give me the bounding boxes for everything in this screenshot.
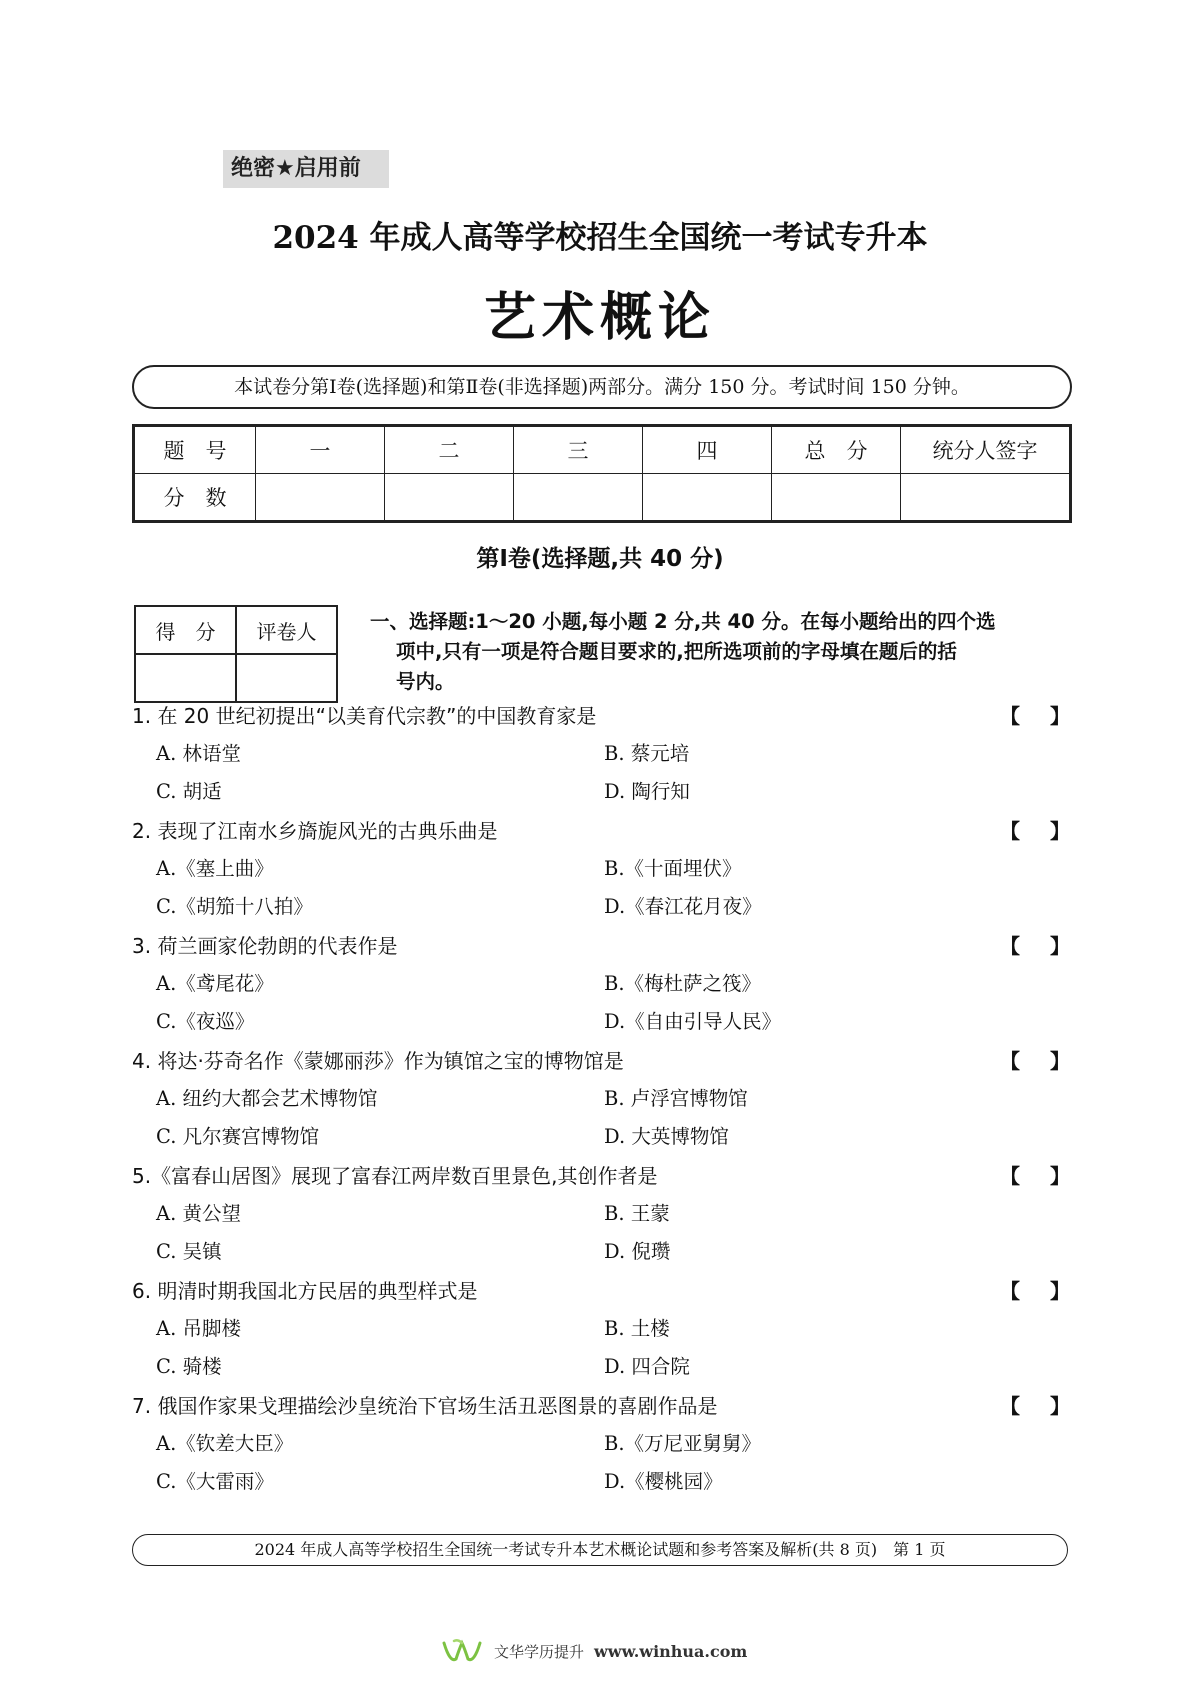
section-instructions [370,607,1070,697]
grader-cell [236,654,337,702]
question-stem: 5.《富春山居图》展现了富春江两岸数百里景色,其创作者是 [132,1164,658,1188]
bracket-left: 【 [1000,1279,1020,1303]
exam-title: 2024 年成人高等学校招生全国统一考试专升本 [272,220,928,256]
column-header: 一 [256,426,385,474]
option-c: C. 骑楼 [156,1355,222,1378]
score-table [132,424,1072,523]
instructions-line: 项中,只有一项是符合题目要求的,把所选项前的字母填在题后的括 [396,640,957,663]
watermark-url: www.winhua.com [594,1641,748,1661]
score-table-score-row [134,474,1071,522]
bracket-right: 】 [1050,934,1070,958]
bracket-left: 【 [1000,1394,1020,1418]
option-a: A.《钦差大臣》 [156,1432,294,1455]
option-c: C. 胡适 [156,780,222,803]
bracket-right: 】 [1050,1394,1070,1418]
score-cell [901,474,1071,522]
answer-bracket[interactable] [1000,1392,1070,1420]
bracket-left: 【 [1000,1049,1020,1073]
question-stem: 1. 在 20 世纪初提出“以美育代宗教”的中国教育家是 [132,704,597,728]
leaf-logo-icon [440,1637,484,1665]
column-header: 总 分 [772,426,901,474]
bracket-left: 【 [1000,1164,1020,1188]
grader-cell [135,654,236,702]
bracket-right: 】 [1050,704,1070,728]
option-a: A.《塞上曲》 [156,857,274,880]
instructions-line: 一、选择题:1～20 小题,每小题 2 分,共 40 分。在每小题给出的四个选 [370,610,996,633]
bracket-right: 】 [1050,1279,1070,1303]
option-a: A. 吊脚楼 [156,1317,241,1340]
part-title: 第Ⅰ卷(选择题,共 40 分) [476,546,724,572]
exam-note: 本试卷分第Ⅰ卷(选择题)和第Ⅱ卷(非选择题)两部分。满分 150 分。考试时间 150 分钟。 [132,365,1072,409]
bracket-left: 【 [1000,704,1020,728]
answer-bracket[interactable] [1000,1047,1070,1075]
question-stem: 7. 俄国作家果戈理描绘沙皇统治下官场生活丑恶图景的喜剧作品是 [132,1394,718,1418]
score-table-header-row [134,426,1071,474]
option-a: A. 黄公望 [156,1202,241,1225]
option-b: B. 王蒙 [604,1202,670,1225]
score-cell [643,474,772,522]
bracket-right: 】 [1050,819,1070,843]
bracket-left: 【 [1000,819,1020,843]
answer-bracket[interactable] [1000,702,1070,730]
grader-header: 评卷人 [236,606,337,654]
answer-bracket[interactable] [1000,932,1070,960]
option-d: D. 四合院 [604,1355,690,1378]
option-d: D. 倪瓒 [604,1240,671,1263]
option-a: A. 林语堂 [156,742,241,765]
score-cell [514,474,643,522]
option-a: A. 纽约大都会艺术博物馆 [156,1087,378,1110]
question-stem: 4. 将达·芬奇名作《蒙娜丽莎》作为镇馆之宝的博物馆是 [132,1049,624,1073]
bracket-right: 】 [1050,1164,1070,1188]
option-b: B.《梅杜萨之筏》 [604,972,762,995]
grader-table [134,605,338,703]
option-b: B. 土楼 [604,1317,670,1340]
question-stem: 6. 明清时期我国北方民居的典型样式是 [132,1279,478,1303]
confidential-stamp: 绝密★启用前 [223,150,389,188]
option-d: D. 大英博物馆 [604,1125,729,1148]
column-header: 四 [643,426,772,474]
option-c: C.《夜巡》 [156,1010,255,1033]
page-footer: 2024 年成人高等学校招生全国统一考试专升本艺术概论试题和参考答案及解析(共 8 页) 第 1 页 [132,1534,1068,1566]
question-stem: 2. 表现了江南水乡旖旎风光的古典乐曲是 [132,819,498,843]
option-b: B.《万尼亚舅舅》 [604,1432,762,1455]
option-a: A.《鸢尾花》 [156,972,274,995]
score-cell [385,474,514,522]
watermark-brand: 文华学历提升 [494,1642,585,1661]
answer-bracket[interactable] [1000,817,1070,845]
option-d: D. 陶行知 [604,780,690,803]
watermark [440,1636,747,1666]
option-d: D.《春江花月夜》 [604,895,762,918]
option-c: C. 吴镇 [156,1240,222,1263]
answer-bracket[interactable] [1000,1162,1070,1190]
score-cell [256,474,385,522]
option-c: C.《胡笳十八拍》 [156,895,313,918]
bracket-left: 【 [1000,934,1020,958]
question-stem: 3. 荷兰画家伦勃朗的代表作是 [132,934,398,958]
row-label: 分 数 [134,474,256,522]
option-d: D.《樱桃园》 [604,1470,723,1493]
option-b: B. 蔡元培 [604,742,690,765]
bracket-right: 】 [1050,1049,1070,1073]
column-header: 统分人签字 [901,426,1071,474]
grader-header: 得 分 [135,606,236,654]
subject-title: 艺术概论 [483,288,716,348]
answer-bracket[interactable] [1000,1277,1070,1305]
column-header: 三 [514,426,643,474]
option-d: D.《自由引导人民》 [604,1010,782,1033]
option-b: B.《十面埋伏》 [604,857,742,880]
row-label: 题 号 [134,426,256,474]
score-cell [772,474,901,522]
option-c: C. 凡尔赛宫博物馆 [156,1125,320,1148]
instructions-line: 号内。 [396,670,455,693]
option-c: C.《大雷雨》 [156,1470,274,1493]
option-b: B. 卢浮宫博物馆 [604,1087,748,1110]
column-header: 二 [385,426,514,474]
